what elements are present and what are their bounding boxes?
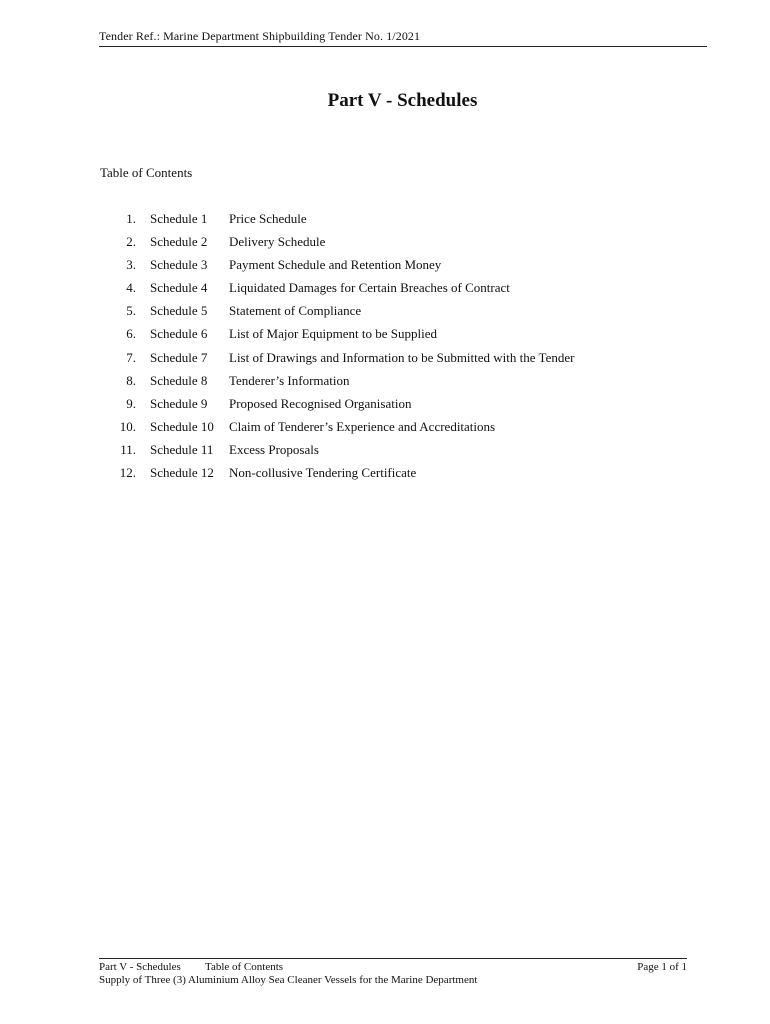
toc-item [100, 418, 574, 441]
toc-item-title: Liquidated Damages for Certain Breaches of Contract [229, 280, 510, 296]
toc-item-schedule: Schedule 5 [150, 303, 208, 319]
toc-item [100, 441, 574, 464]
toc-item-schedule: Schedule 2 [150, 234, 208, 250]
toc-item-title: Proposed Recognised Organisation [229, 395, 412, 411]
toc-item-title: Statement of Compliance [229, 303, 362, 319]
page-header [99, 29, 707, 47]
document-title: Part V - Schedules [327, 90, 478, 111]
footer-section: Table of Contents [205, 961, 284, 973]
toc-item [100, 372, 574, 395]
toc-item-title: Excess Proposals [229, 441, 319, 457]
toc-item-schedule: Schedule 12 [150, 465, 214, 481]
toc-item-number: 5. [126, 303, 136, 319]
toc-item-title: Non-collusive Tendering Certificate [229, 465, 417, 481]
toc-item-schedule: Schedule 10 [150, 418, 214, 434]
toc-item [100, 302, 574, 325]
toc-item-schedule: Schedule 6 [150, 326, 208, 342]
toc-item-number: 8. [126, 372, 136, 388]
header-tender-ref: Tender Ref.: Marine Department Shipbuilding Tender No. 1/2021 [99, 29, 421, 43]
toc-item-title: Delivery Schedule [229, 234, 326, 250]
table-of-contents [100, 210, 574, 487]
toc-item-number: 3. [126, 257, 136, 273]
toc-item [100, 233, 574, 256]
toc-item-title: Claim of Tenderer’s Experience and Accreditations [229, 418, 496, 434]
toc-item-title: List of Major Equipment to be Supplied [229, 326, 437, 342]
toc-item [100, 464, 574, 487]
toc-item [100, 325, 574, 348]
toc-item [100, 256, 574, 279]
toc-heading: Table of Contents [100, 165, 193, 180]
page-footer [99, 958, 687, 987]
toc-item-title: Price Schedule [229, 211, 307, 226]
toc-item [100, 395, 574, 418]
toc-item-number: 7. [126, 349, 136, 365]
toc-item-schedule: Schedule 7 [150, 349, 208, 365]
toc-item-schedule: Schedule 9 [150, 395, 208, 411]
toc-item-number: 9. [126, 395, 136, 411]
toc-item-title: List of Drawings and Information to be Submitted with the Tender [229, 349, 575, 365]
toc-item-schedule: Schedule 8 [150, 372, 208, 388]
toc-item-number: 12. [119, 465, 136, 481]
toc-item-number: 11. [120, 441, 136, 457]
toc-item-schedule: Schedule 4 [150, 280, 208, 296]
toc-item [100, 279, 574, 302]
toc-item-number: 6. [126, 326, 136, 342]
footer-page-number: Page 1 of 1 [637, 961, 687, 973]
toc-item [100, 349, 574, 372]
footer-part: Part V - Schedules [99, 961, 181, 973]
toc-item [100, 210, 574, 233]
toc-item-number: 4. [126, 280, 136, 296]
toc-item-schedule: Schedule 3 [150, 257, 208, 273]
toc-item-schedule: Schedule 1 [150, 211, 208, 226]
toc-item-number: 2. [126, 234, 136, 250]
toc-item-number: 1. [126, 211, 136, 226]
toc-item-title: Tenderer’s Information [229, 372, 350, 388]
toc-item-title: Payment Schedule and Retention Money [229, 257, 442, 273]
footer-subtitle: Supply of Three (3) Aluminium Alloy Sea Cleaner Vessels for the Marine Department [99, 974, 478, 986]
toc-item-schedule: Schedule 11 [150, 441, 214, 457]
toc-item-number: 10. [119, 418, 136, 434]
